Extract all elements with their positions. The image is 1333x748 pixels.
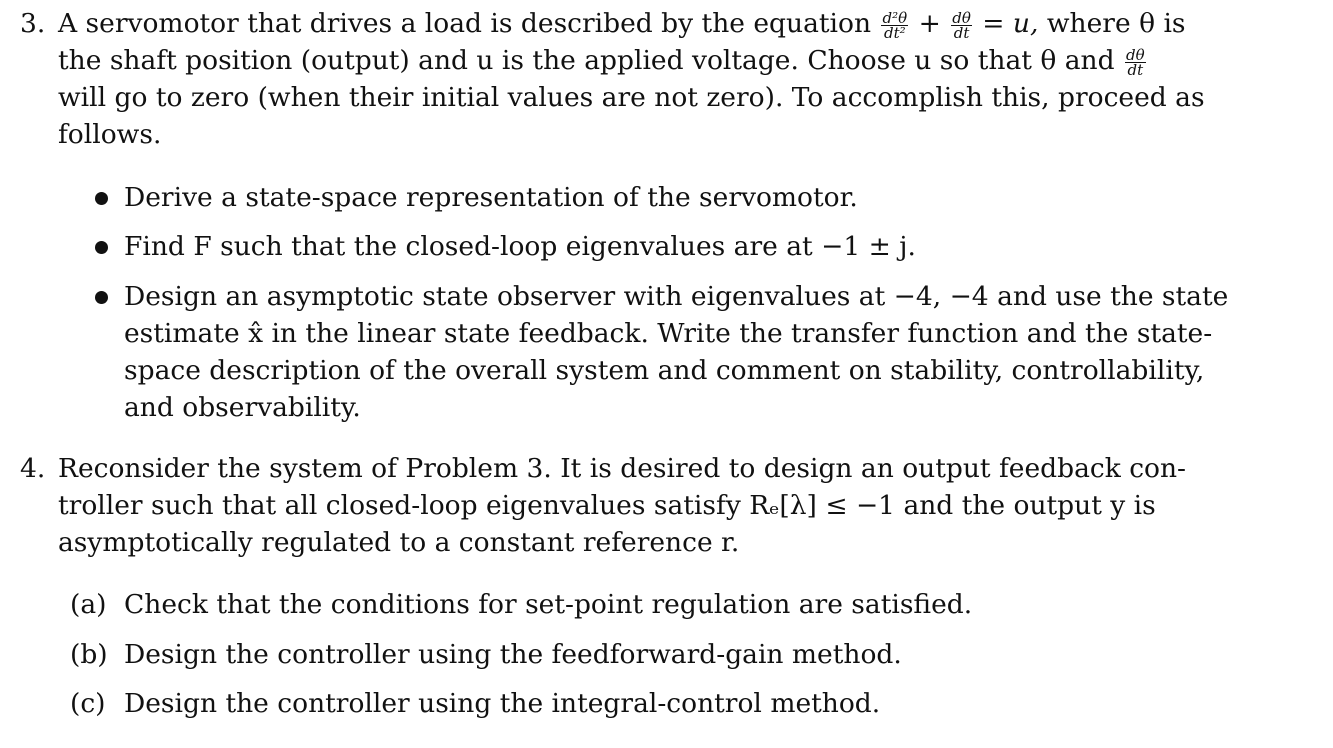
part-b-label: (b) [70, 639, 108, 670]
problem-4-line-3: asymptotically regulated to a constant reference r. [58, 527, 740, 558]
theta-derivative-fraction: $\frac{d\theta}{dt}$ [1126, 45, 1145, 79]
problem-3-line-1-tail: where θ is [1046, 8, 1186, 39]
problem-3-line-3: will go to zero (when their initial values are not zero). To accomplish this, proceed as [58, 82, 1205, 113]
problem-4-line-1: Reconsider the system of Problem 3. It is desired to design an output feedback con- [58, 453, 1187, 484]
bullet-1-text: Derive a state-space representation of the servomotor. [124, 182, 858, 213]
part-c-label: (c) [70, 688, 106, 719]
equation-first-derivative: $\frac{d\theta}{dt}$ [952, 8, 971, 42]
bullet-3-line-4: and observability. [124, 392, 361, 423]
bullet-dot-2 [95, 241, 108, 254]
equation-plus: + [918, 8, 941, 39]
part-a-text: Check that the conditions for set-point regulation are satisfied. [124, 589, 973, 620]
problem-3-line-2-text: the shaft position (output) and u is the applied voltage. Choose u so that θ and [58, 45, 1115, 76]
bullet-3-line-2: estimate x̂ in the linear state feedback. Write the transfer function and the state- [124, 318, 1213, 349]
part-b-text: Design the controller using the feedforward-gain method. [124, 639, 902, 670]
problem-3-line-4: follows. [58, 119, 162, 150]
equation-rhs: = u, [982, 8, 1039, 39]
problem-3-number: 3. [20, 8, 46, 39]
problem-3-line-1 [58, 6, 1186, 42]
bullet-3-line-1: Design an asymptotic state observer with eigenvalues at −4, −4 and use the state [124, 281, 1229, 312]
problem-3-line-2 [58, 43, 1178, 79]
part-a-label: (a) [70, 589, 107, 620]
bullet-dot-3 [95, 291, 108, 304]
bullet-dot-1 [95, 192, 108, 205]
bullet-3-line-3: space description of the overall system and comment on stability, controllability, [124, 355, 1205, 386]
part-c-text: Design the controller using the integral-control method. [124, 688, 881, 719]
problem-3-line-1-text: A servomotor that drives a load is described by the equation [58, 8, 872, 39]
equation-second-derivative: $\frac{\text{d²θ}}{\text{dt²}}$ [882, 8, 908, 42]
bullet-2-text: Find F such that the closed-loop eigenvalues are at −1 ± j. [124, 231, 916, 262]
problem-4-number: 4. [20, 453, 46, 484]
problem-4-line-2: troller such that all closed-loop eigenvalues satisfy Rₑ[λ] ≤ −1 and the output y is [58, 490, 1156, 521]
